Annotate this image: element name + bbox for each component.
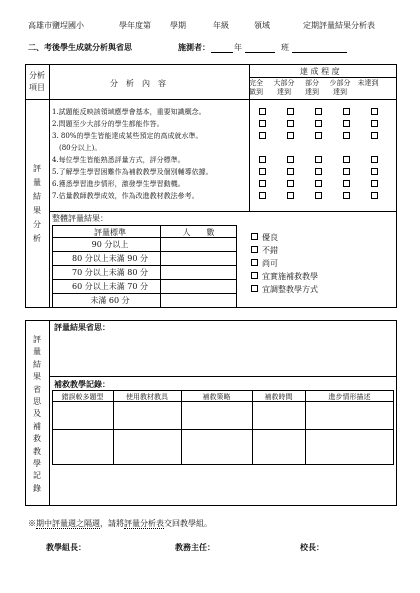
degree-checkbox-r2-c0[interactable] — [259, 132, 266, 139]
level-header-1: 大部分 達到 — [273, 79, 295, 96]
remedial-header: 錯誤較多題型 — [61, 393, 104, 401]
level-header-4: 未達到 — [357, 79, 379, 87]
analysis-item: 7.估量教師教學成效，作為改進教材教法參考。 — [52, 192, 199, 200]
degree-checkbox-r4-c4[interactable] — [371, 168, 378, 175]
row-label-analysis: 評 量 結 果 分 析 — [33, 164, 41, 243]
result-option-checkbox-1[interactable] — [251, 246, 258, 253]
result-option-checkbox-0[interactable] — [251, 233, 258, 240]
result-option-label: 宜調整教學方式 — [262, 285, 318, 294]
section-title: 二、考後學生成就分析與省思 — [28, 42, 132, 52]
signature-principal: 校長： — [300, 542, 324, 552]
examiner-class-blank[interactable] — [245, 43, 275, 53]
analysis-item: 3. 80%的學生皆能達成某些預定的高成就水準。 — [52, 132, 203, 140]
degree-checkbox-r0-c4[interactable] — [371, 108, 378, 115]
degree-checkbox-r6-c0[interactable] — [259, 192, 266, 199]
score-row-count[interactable] — [161, 238, 236, 251]
examiner-grade-label: 年 — [234, 43, 242, 52]
result-option-checkbox-4[interactable] — [251, 285, 258, 292]
score-row-label: 60 分以上未滿 70 分 — [72, 282, 148, 291]
result-option-label: 宜實施補救教學 — [262, 272, 318, 281]
level-header-0: 完全 做到 — [249, 79, 263, 96]
degree-checkbox-r5-c4[interactable] — [371, 180, 378, 187]
analysis-item: 2.問題至少大部分的學生都能作答。 — [52, 120, 164, 128]
degree-checkbox-r3-c3[interactable] — [343, 156, 350, 163]
score-header-count: 人 數 — [182, 228, 215, 237]
score-row-label: 80 分以上未滿 90 分 — [72, 254, 148, 263]
degree-checkbox-r1-c4[interactable] — [371, 120, 378, 127]
degree-checkbox-r5-c2[interactable] — [315, 180, 322, 187]
score-row-count[interactable] — [161, 252, 236, 265]
grade-label: 年級 — [213, 21, 229, 30]
degree-checkbox-r1-c2[interactable] — [315, 120, 322, 127]
degree-checkbox-r0-c3[interactable] — [343, 108, 350, 115]
level-header-3: 少部分 達到 — [329, 79, 351, 96]
note-link-form: 評量分析表 — [124, 519, 164, 528]
degree-checkbox-r5-c0[interactable] — [259, 180, 266, 187]
analysis-item: 4.每位學生皆能熟悉評量方式，評分標準。 — [52, 156, 185, 164]
degree-checkbox-r4-c3[interactable] — [343, 168, 350, 175]
degree-checkbox-r3-c0[interactable] — [259, 156, 266, 163]
degree-checkbox-r3-c2[interactable] — [315, 156, 322, 163]
signature-teaching-leader: 教學組長： — [46, 542, 86, 552]
note-mid: ，請將 — [100, 519, 124, 528]
col-header-degree: 達 成 程 度 — [300, 67, 340, 76]
school-name: 高雄市鹽埕國小 — [28, 21, 84, 30]
degree-checkbox-r1-c0[interactable] — [259, 120, 266, 127]
result-option-label: 尚可 — [262, 259, 278, 268]
degree-checkbox-r4-c2[interactable] — [315, 168, 322, 175]
result-option-checkbox-3[interactable] — [251, 272, 258, 279]
analysis-item: 6.獲悉學習進步情形，激發學生學習動機。 — [52, 180, 185, 188]
remedial-header: 補救策略 — [202, 393, 231, 401]
footer-note — [28, 518, 212, 529]
analysis-item: 5.了解學生學習困難作為補救教學及個別輔導依據。 — [52, 168, 213, 176]
score-row-label: 70 分以上未滿 80 分 — [72, 268, 148, 277]
score-row-count[interactable] — [161, 294, 236, 307]
analysis-item: 1.試題能反映該領域應學會基本，重要知識概念。 — [52, 108, 206, 116]
examiner-class-label: 班 — [281, 43, 289, 52]
examiner-label: 施測者： — [178, 42, 210, 52]
col-header-content: 分 析 內 容 — [110, 79, 166, 88]
result-option-label: 不錯 — [262, 246, 278, 255]
overall-label: 整體評量結果： — [52, 214, 108, 223]
degree-checkbox-r6-c2[interactable] — [315, 192, 322, 199]
degree-checkbox-r2-c3[interactable] — [343, 132, 350, 139]
remedial-title: 補救教學記錄： — [54, 379, 110, 389]
score-header-standard: 評量標準 — [94, 228, 126, 237]
examiner-grade-blank[interactable] — [211, 43, 233, 53]
degree-checkbox-r6-c4[interactable] — [371, 192, 378, 199]
report-title: 定期評量結果分析表 — [303, 21, 375, 30]
note-end: 交回教學組。 — [164, 519, 212, 528]
score-row-label: 90 分以上 — [91, 240, 129, 249]
result-option-checkbox-2[interactable] — [251, 259, 258, 266]
domain-label: 領域 — [254, 21, 270, 30]
degree-checkbox-r0-c0[interactable] — [259, 108, 266, 115]
degree-checkbox-r4-c0[interactable] — [259, 168, 266, 175]
degree-checkbox-r2-c2[interactable] — [315, 132, 322, 139]
note-link-week: 期中評量週之隔週 — [36, 519, 100, 528]
degree-checkbox-r5-c3[interactable] — [343, 180, 350, 187]
remedial-header: 使用教材教具 — [126, 393, 168, 401]
degree-checkbox-r3-c4[interactable] — [371, 156, 378, 163]
school-year-label: 學年度第 — [119, 21, 151, 30]
degree-checkbox-r1-c3[interactable] — [343, 120, 350, 127]
examiner-name-blank[interactable] — [292, 43, 347, 53]
score-row-label: 未滿 60 分 — [90, 296, 130, 305]
score-row-count[interactable] — [161, 266, 236, 279]
degree-checkbox-r3-c1[interactable] — [287, 156, 294, 163]
result-option-label: 優良 — [262, 233, 278, 242]
degree-checkbox-r0-c1[interactable] — [287, 108, 294, 115]
degree-checkbox-r6-c1[interactable] — [287, 192, 294, 199]
analysis-item: (80分以上)。 — [52, 144, 102, 152]
score-row-count[interactable] — [161, 280, 236, 293]
degree-checkbox-r4-c1[interactable] — [287, 168, 294, 175]
row-label-reflection: 評 量 結 果 省 思 及 補 救 教 學 記 錄 — [33, 335, 41, 493]
degree-checkbox-r2-c4[interactable] — [371, 132, 378, 139]
degree-checkbox-r2-c1[interactable] — [287, 132, 294, 139]
remedial-header: 補救時間 — [264, 393, 293, 401]
col-header-item: 分析 項目 — [29, 71, 45, 92]
remedial-header: 進步情形描述 — [328, 393, 371, 401]
reflection-title: 評量結果省思： — [54, 322, 110, 332]
degree-checkbox-r5-c1[interactable] — [287, 180, 294, 187]
signature-academic-director: 教務主任： — [175, 542, 215, 552]
level-header-2: 部分 達到 — [305, 79, 319, 96]
degree-checkbox-r0-c2[interactable] — [315, 108, 322, 115]
degree-checkbox-r1-c1[interactable] — [287, 120, 294, 127]
note-star: ※ — [28, 519, 36, 528]
degree-checkbox-r6-c3[interactable] — [343, 192, 350, 199]
semester-label: 學期 — [170, 21, 186, 30]
